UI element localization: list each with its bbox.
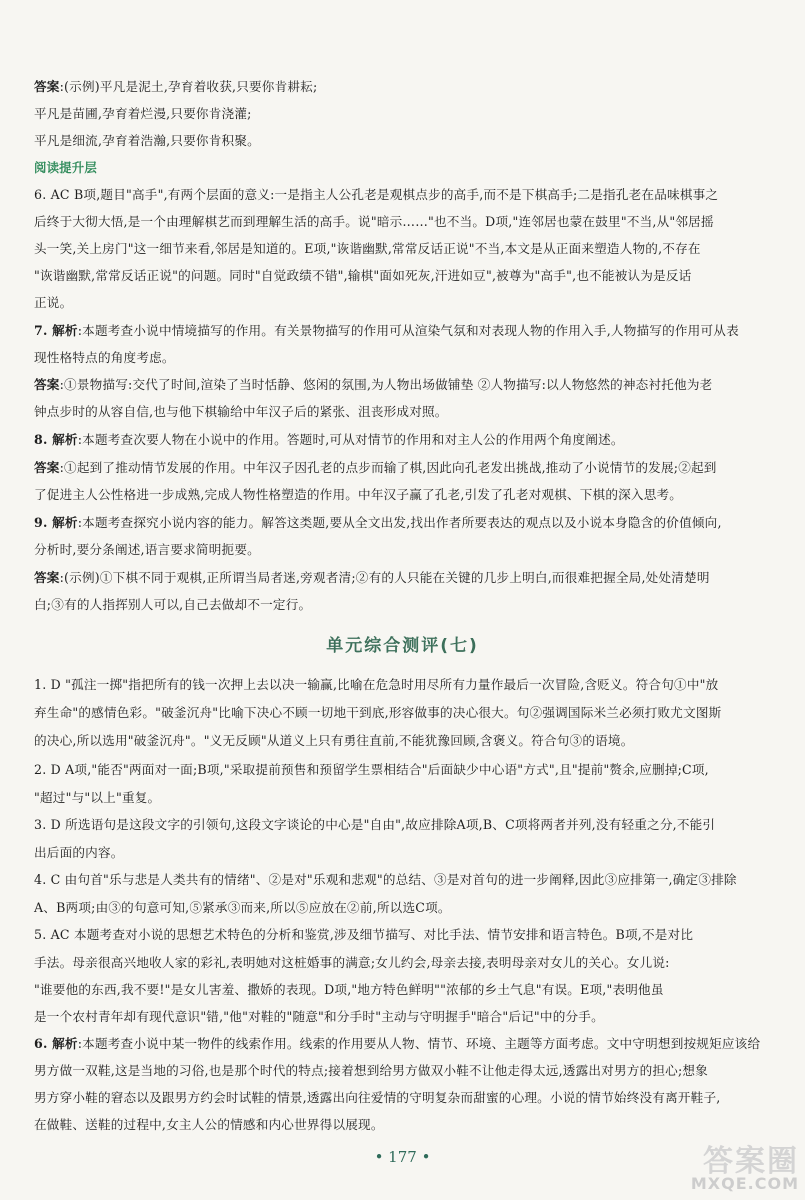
s4-line: 4. C 由句首"乐与悲是人类共有的情绪"、②是对"乐观和悲观"的总结、③是对首句的进一步阐释,因此③应排第一,确定③排除 (34, 872, 737, 887)
s6-line: 在做鞋、送鞋的过程中,女主人公的情感和内心世界得以展现。 (34, 1117, 384, 1132)
answer-label: 答案 (34, 79, 60, 94)
s5-line: 5. AC 本题考查对小说的思想艺术特色的分析和鉴赏,涉及细节描写、对比手法、情节安排和语言特色。B项,不是对比 (34, 927, 694, 942)
q6-line: 6. AC B项,题目"高手",有两个层面的意义:一是指主人公孔老是观棋点步的高手,而不是下棋高手;二是指孔老在品味棋事之 (34, 187, 719, 202)
page-number: • 177 • (374, 1148, 431, 1166)
q6-line: "诙谐幽默,常常反话正说"的问题。同时"自觉政绩不错",输棋"面如死灰,汗进如豆",被尊为"高手",也不能被认为是反话 (34, 268, 692, 283)
unit-test-title: 单元综合测评(七) (326, 636, 479, 656)
s5-line: "谁要他的东西,我不要!"是女儿害羞、撒娇的表现。D项,"地方特色鲜明""浓郁的乡土气息"有误。E项,"表明他虽 (34, 982, 664, 997)
s2-line: 2. D A项,"能否"两面对一面;B项,"采取提前预售和预留学生票相结合"后面缺少中心语"方式",且"提前"赘余,应删掉;C项, (34, 762, 709, 777)
q6-line: 正说。 (34, 295, 73, 310)
q7-text: :本题考查小说中情境描写的作用。有关景物描写的作用可从渲染气氛和对表现人物的作用入手,人物描写的作用可从表 (77, 323, 739, 338)
q9-label: 9. 解析 (34, 515, 78, 530)
q8-answer: 了促进主人公性格进一步成熟,完成人物性格塑造的作用。中年汉子赢了孔老,引发了孔老对观棋、下棋的深入思考。 (34, 487, 683, 502)
s1-line: 的决心,所以选用"破釜沉舟"。"义无反顾"从道义上只有勇往直前,不能犹豫回顾,含褒义。符合句③的语境。 (34, 733, 634, 748)
s5-line: 是一个农村青年却有现代意识"错,"他"对鞋的"随意"和分手时"主动与守明握手"暗合"后记"中的分手。 (34, 1009, 604, 1024)
watermark-logo: 答案圈 (703, 1144, 799, 1179)
q7-line (34, 318, 774, 345)
s4-line: A、B两项;由③的句意可知,⑤紧承③而来,所以⑤应放在②前,所以选C项。 (34, 900, 451, 915)
s5-line: 手法。母亲很高兴地收人家的彩礼,表明她对这桩婚事的满意;女儿约会,母亲去接,表明母亲对女儿的关心。女儿说: (34, 955, 670, 970)
s6-line: 男方穿小鞋的窘态以及跟男方约会时试鞋的情景,透露出向往爱情的守明复杂而甜蜜的心理。小说的情节始终没有离开鞋子, (34, 1090, 721, 1105)
s3-line: 出后面的内容。 (34, 845, 124, 860)
q7-answer-label: 答案 (34, 377, 60, 392)
watermark-url: MXQE.COM (690, 1174, 799, 1193)
answer-line: 平凡是苗圃,孕育着烂漫,只要你肯浇灌; (34, 106, 252, 121)
q7-answer-text: :①景物描写:交代了时间,渲染了当时恬静、悠闲的氛围,为人物出场做铺垫 ②人物描写:以人物悠然的神态衬托他为老 (59, 377, 713, 392)
answer-text: :(示例)平凡是泥土,孕育着收获,只要你肯耕耘; (59, 79, 318, 94)
s6-line (34, 1031, 774, 1058)
s6-text: :本题考查小说中某一物件的线索作用。线索的作用要从人物、情节、环境、主题等方面考虑。文中守明想到按规矩应该给 (77, 1036, 761, 1051)
section-heading: 阅读提升层 (34, 160, 97, 175)
q9-text: :本题考查探究小说内容的能力。解答这类题,要从全文出发,找出作者所要表达的观点以及小说本身隐含的价值倾向, (77, 515, 722, 530)
s3-line: 3. D 所选语句是这段文字的引领句,这段文字谈论的中心是"自由",故应排除A项,B、C项将两者并列,没有轻重之分,不能引 (34, 817, 716, 832)
q9-answer-label: 答案 (34, 570, 60, 585)
q7-answer: 钟点步时的从容自信,也与他下棋输给中年汉子后的紧张、沮丧形成对照。 (34, 404, 448, 419)
q8-answer-label: 答案 (34, 460, 60, 475)
s1-line: 弃生命"的感情色彩。"破釜沉舟"比喻下决心不顾一切地干到底,形容做事的决心很大。句②强调国际米兰必须打败尤文图斯 (34, 705, 722, 720)
q7-label: 7. 解析 (34, 323, 78, 338)
q8-answer-text: :①起到了推动情节发展的作用。中年汉子因孔老的点步而输了棋,因此向孔老发出挑战,推动了小说情节的发展;②起到 (59, 460, 717, 475)
answer-line (34, 74, 774, 101)
q9-line (34, 510, 774, 537)
q9-answer-text: :(示例)①下棋不同于观棋,正所谓当局者迷,旁观者清;②有的人只能在关键的几步上明白,而很难把握全局,处处清楚明 (59, 570, 710, 585)
q8-text: :本题考查次要人物在小说中的作用。答题时,可从对情节的作用和对主人公的作用两个角度阐述。 (77, 432, 624, 447)
q8-label: 8. 解析 (34, 432, 78, 447)
q6-line: 后终于大彻大悟,是一个由理解棋艺而到理解生活的高手。说"暗示……"也不当。D项,"连邻居也蒙在鼓里"不当,从"邻居摇 (34, 214, 714, 229)
s1-line: 1. D "孤注一掷"指把所有的钱一次押上去以决一输赢,比喻在危急时用尽所有力量作最后一次冒险,含贬义。符合句①中"放 (34, 677, 719, 692)
q7-answer (34, 372, 774, 399)
watermark (609, 1136, 799, 1196)
q9-answer: 白;③有的人指挥别人可以,自己去做却不一定行。 (34, 597, 312, 612)
answer-line: 平凡是细流,孕育着浩瀚,只要你肯积聚。 (34, 133, 260, 148)
q8-line (34, 427, 774, 454)
q7-line: 现性格特点的角度考虑。 (34, 350, 175, 365)
q8-answer (34, 455, 774, 482)
q9-answer (34, 565, 774, 592)
s6-line: 男方做一双鞋,这是当地的习俗,也是那个时代的特点;接着想到给男方做双小鞋不让他走得太远,透露出对男方的担心;想象 (34, 1063, 708, 1078)
q6-line: 头一笑,关上房门"这一细节来看,邻居是知道的。E项,"诙谐幽默,常常反话正说"不当,本文是从正面来塑造人物的,不存在 (34, 241, 701, 256)
s6-label: 6. 解析 (34, 1036, 78, 1051)
q9-line: 分析时,要分条阐述,语言要求简明扼要。 (34, 542, 260, 557)
s2-line: "超过"与"以上"重复。 (34, 790, 161, 805)
